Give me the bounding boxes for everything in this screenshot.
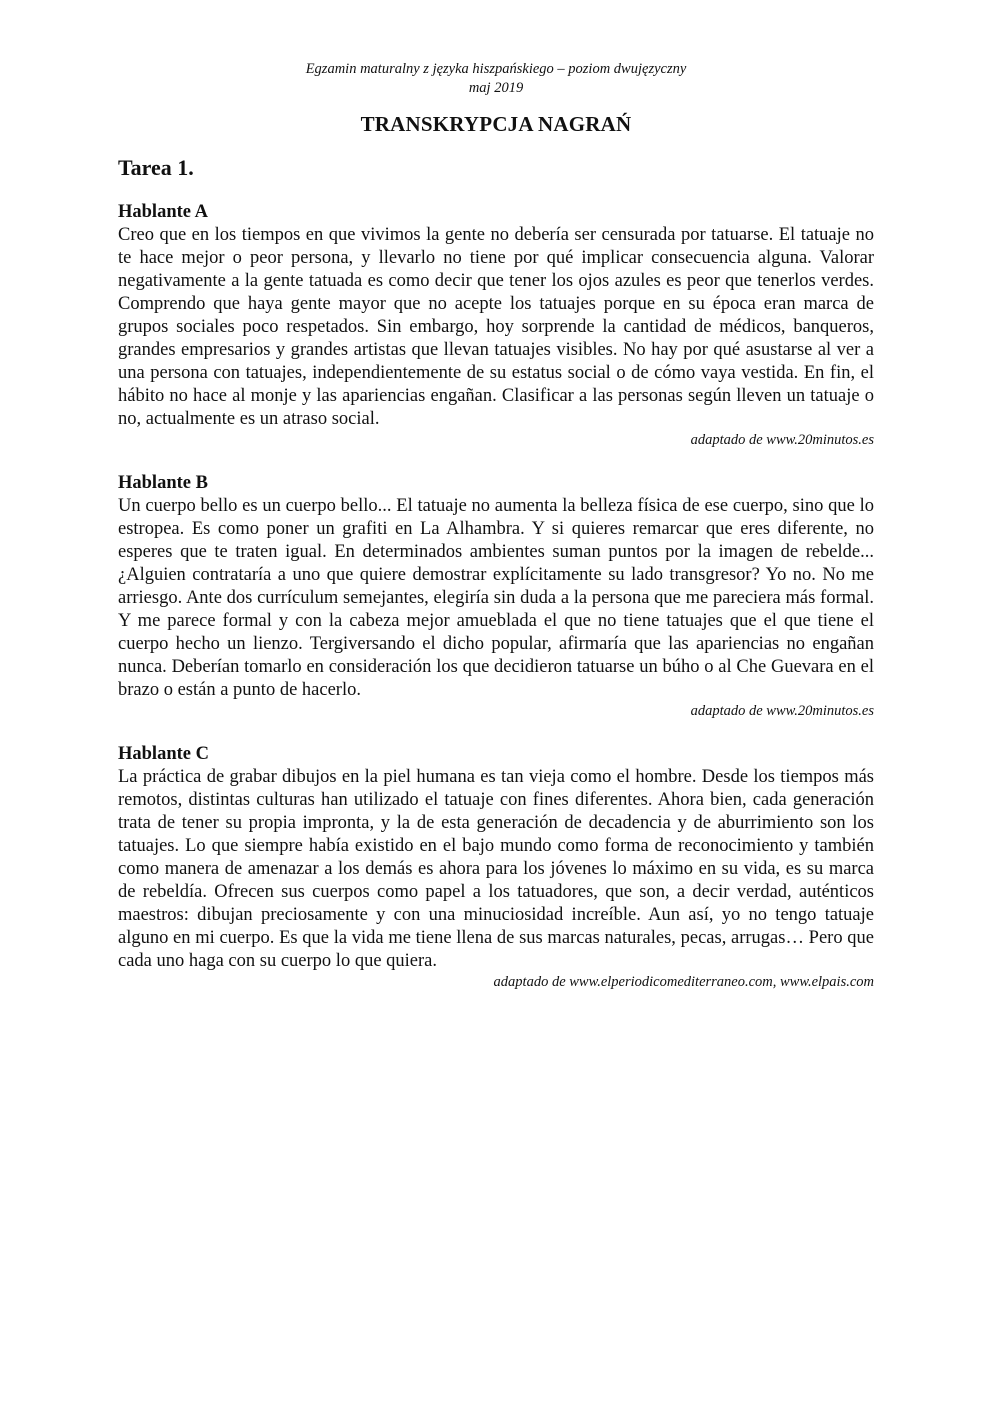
exam-date: maj 2019 bbox=[468, 80, 524, 96]
source-citation: adaptado de www.20minutos.es bbox=[690, 703, 874, 719]
page-header bbox=[118, 60, 874, 98]
exam-title: Egzamin maturalny z języka hiszpańskiego – poziom dwujęzyczny bbox=[305, 61, 687, 77]
document-page bbox=[118, 60, 874, 992]
speaker-section-c bbox=[118, 743, 874, 992]
speaker-transcript: La práctica de grabar dibujos en la piel humana es tan vieja como el hombre. Desde los tiempos más remotos, distintas culturas han utilizado el tatuaje con fines diferentes. Ahora bien, cada generación trata de tener su propia impronta, y la de esta generación de decadencia y de aburrimiento son los tatuajes. Lo que siempre había existido en el bajo mundo como forma de reconocimiento y también como manera de amenazar a los demás es ahora para los jóvenes lo máximo en su vida, es su marca de rebeldía. Ofrecen sus cuerpos como papel a los tatuadores, que son, a decir verdad, auténticos maestros: dibujan preciosamente y con una minuciosidad increíble. Aun así, yo no tengo tatuaje alguno en mi cuerpo. Es que la vida me tiene llena de sus marcas naturales, pecas, arrugas… Pero que cada uno haga con su cuerpo lo que quiera. bbox=[118, 767, 874, 971]
speaker-section-b bbox=[118, 472, 874, 721]
speaker-name: Hablante A bbox=[118, 202, 208, 222]
speaker-transcript: Un cuerpo bello es un cuerpo bello... El tatuaje no aumenta la belleza física de ese cuerpo, sino que lo estropea. Es como poner un grafiti en La Alhambra. Y si quieres remarcar que eres diferente, no esperes que te traten igual. En determinados ambientes suman puntos por la imagen de rebelde... ¿Alguien contrataría a uno que quiere demostrar explícitamente su lado transgresor? Yo no. No me arriesgo. Ante dos currículum semejantes, elegiría sin duda a la persona que me pareciera más formal. Y me parece formal y con la cabeza mejor amueblada el que no tiene tatuajes que el que tiene el cuerpo hecho un lienzo. Tergiversando el dicho popular, afirmaría que las apariencias no engañan nunca. Deberían tomarlo en consideración los que decidieron tatuarse un búho o al Che Guevara en el brazo o están a punto de hacerlo. bbox=[118, 496, 874, 700]
speaker-name: Hablante C bbox=[118, 744, 209, 764]
task-heading: Tarea 1. bbox=[118, 155, 194, 180]
speaker-transcript: Creo que en los tiempos en que vivimos la gente no debería ser censurada por tatuarse. El tatuaje no te hace mejor o peor persona, y llevarlo no tiene por qué implicar consecuencia alguna. Valorar negativamente a la gente tatuada es como decir que tener los ojos azules es peor que tenerlos verdes. Comprendo que haya gente mayor que no acepte los tatuajes porque en su época eran marca de grupos sociales poco respetados. Sin embargo, hoy sorprende la cantidad de médicos, banqueros, grandes empresarios y grandes artistas que llevan tatuajes visibles. No hay por qué asustarse al ver a una persona con tatuajes, independientemente de su estatus social o de cómo vaya vestida. En fin, el hábito no hace al monje y las apariencias engañan. Clasificar a las personas según lleven un tatuaje o no, actualmente es un atraso social. bbox=[118, 225, 874, 429]
source-citation: adaptado de www.20minutos.es bbox=[690, 432, 874, 448]
source-citation: adaptado de www.elperiodicomediterraneo.com, www.elpais.com bbox=[493, 974, 874, 990]
speaker-section-a bbox=[118, 201, 874, 450]
document-title: TRANSKRYPCJA NAGRAŃ bbox=[360, 112, 632, 136]
speaker-name: Hablante B bbox=[118, 473, 208, 493]
